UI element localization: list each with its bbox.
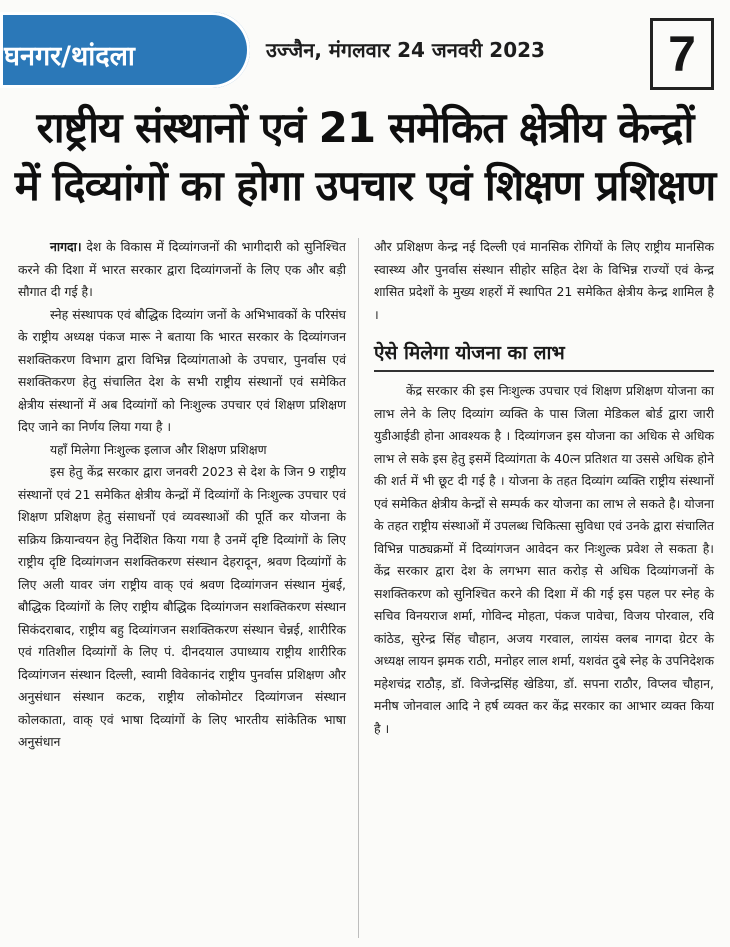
headline-line-2: में दिव्यांगों का होगा उपचार एवं शिक्षण प्रशिक्षण — [14, 161, 716, 210]
page-header — [0, 0, 730, 97]
paragraph: और प्रशिक्षण केन्द्र नई दिल्ली एवं मानसिक रोगियों के लिए राष्ट्रीय मानसिक स्वास्थ्य और पुनर्वास संस्थान सीहोर सहित देश के विभिन्न राज्यों एवं केन्द्र शासित प्रदेशों के मुख्य शहरों में स्थापित 21 समेकित क्षेत्रीय केन्द्र शामिल है । — [374, 239, 714, 322]
lead-paragraph — [18, 236, 346, 304]
article-column-right — [374, 236, 714, 740]
headline-line-1: राष्ट्रीय संस्थानों एवं 21 समेकित क्षेत्रीय केन्द्रों — [36, 103, 694, 152]
subheading: यहाँ मिलेगा निःशुल्क इलाज और शिक्षण प्रशिक्षण — [50, 441, 267, 457]
edition-dateline: उज्जैन, मंगलवार 24 जनवरी 2023 — [266, 38, 545, 62]
column-divider — [358, 238, 359, 938]
paragraph: केंद्र सरकार की इस निःशुल्क उपचार एवं शिक्षण प्रशिक्षण योजना का लाभ लेने के लिए दिव्यांग व्यक्ति के पास जिला मेडिकल बोर्ड द्वारा जारी युडीआईडी होना आवश्यक है । दिव्यांगजन इस योजना का अधिक से अधिक लाभ ले सके इस हेतु इसमें दिव्यांगता के 40त्न प्रतिशत या उससे अधिक होने की शर्त में भी छूट दी गई है । योजना के तहत दिव्यांग व्यक्ति राष्ट्रीय संस्थानों एवं समेकित क्षेत्रीय केन्द्रों से सम्पर्क कर योजना का लाभ ले सकते है। योजना के तहत राष्ट्रीय संस्थाओं में उपलब्ध चिकित्सा सुविधा एवं उनके द्वारा संचालित विभिन्न पाठ्यक्रमों में दिव्यांगजन आवेदन कर निःशुल्क प्रवेश ले सकता है। केंद्र सरकार द्वारा देश के लगभग सात करोड़ से अधिक दिव्यांगजनों के सशक्तिकरण को सुनिश्चित करने की दिशा में की गई इस पहल पर स्नेह के सचिव विनयराज शर्मा, गोविन्द मोहता, पंकज पावेचा, विजय पोरवाल, रवि कांठेड, सुरेन्द्र सिंह चौहान, अजय गरवाल, लायंस क्लब नागदा ग्रेटर के अध्यक्ष लायन झमक राठी, मनोहर लाल शर्मा, यशवंत दुबे स्नेह के उपनिदेशक महेशचंद्र राठौड़, डॉ. विजेन्द्रसिंह खेडिया, डॉ. सपना राठौर, विप्लव चौहान, मनीष जोनवाल आदि ने हर्ष व्यक्त कर केंद्र सरकार का आभार व्यक्त किया है । — [374, 383, 714, 736]
section-tab — [0, 12, 250, 88]
paragraph-text: देश के विकास में दिव्यांगजनों की भागीदारी को सुनिश्चित करने की दिशा में भारत सरकार द्वारा दिव्यांगजनों के लिए एक और बड़ी सौगात दी गई है। — [18, 239, 346, 299]
article-dateline: नागदा। — [50, 239, 82, 254]
section-heading: ऐसे मिलेगा योजना का लाभ — [374, 340, 714, 372]
article-column-left — [18, 236, 346, 754]
paragraph: इस हेतु केंद्र सरकार द्वारा जनवरी 2023 से देश के जिन 9 राष्ट्रीय संस्थानों एवं 21 समेकित क्षेत्रीय केन्द्रों में दिव्यांगों के निःशुल्क उपचार एवं शिक्षण प्रशिक्षण हेतु संसाधनों एवं व्यवस्थाओं की पूर्ति कर योजना के सक्रिय क्रियान्वयन हेतु निर्देशित किया गया है उनमें दृष्टि दिव्यांगों के लिए राष्ट्रीय दृष्टि दिव्यांगजन सशक्तिकरण संस्थान देहरादून, श्रवण दिव्यांगों के लिए अली यावर जंग राष्ट्रीय वाक् एवं श्रवण दिव्यांगजन संस्थान मुंबई, बौद्धिक दिव्यांगों के लिए राष्ट्रीय बौद्धिक दिव्यांगजन सशक्तिकरण संस्थान सिकंदराबाद, राष्ट्रीय बहु दिव्यांगजन सशक्तिकरण संस्थान चेन्नई, शारीरिक एवं गतिशील दिव्यांगों के लिए पं. दीनदयाल उपाध्याय राष्ट्रीय शारीरिक दिव्यांगजन संस्थान दिल्ली, स्वामी विवेकानंद राष्ट्रीय पुनर्वास प्रशिक्षण और अनुसंधान संस्थान कटक, राष्ट्रीय लोकोमोटर दिव्यांगजन संस्थान कोलकाता, वाक् एवं भाषा दिव्यांगों के लिए भारतीय सांकेतिक भाषा अनुसंधान — [18, 464, 346, 749]
headline — [12, 100, 718, 214]
page-number: 7 — [650, 18, 714, 90]
section-name: घनगर/थांदला — [4, 41, 135, 72]
paragraph: स्नेह संस्थापक एवं बौद्धिक दिव्यांग जनों के अभिभावकों के परिसंघ के राष्ट्रीय अध्यक्ष पंकज मारू ने बताया कि भारत सरकार के दिव्यांगजन सशक्तिकरण विभाग द्वारा विभिन्न दिव्यांगताओ के उपचार, पुनर्वास एवं सशक्तिकरण हेतु संचालित देश के सभी राष्ट्रीय संस्थानों एवं समेकित क्षेत्रीय संस्थानों में अब दिव्यांगों को निःशुल्क उपचार एवं शिक्षण प्रशिक्षण दिए जाने का निर्णय लिया गया है । — [18, 306, 346, 434]
